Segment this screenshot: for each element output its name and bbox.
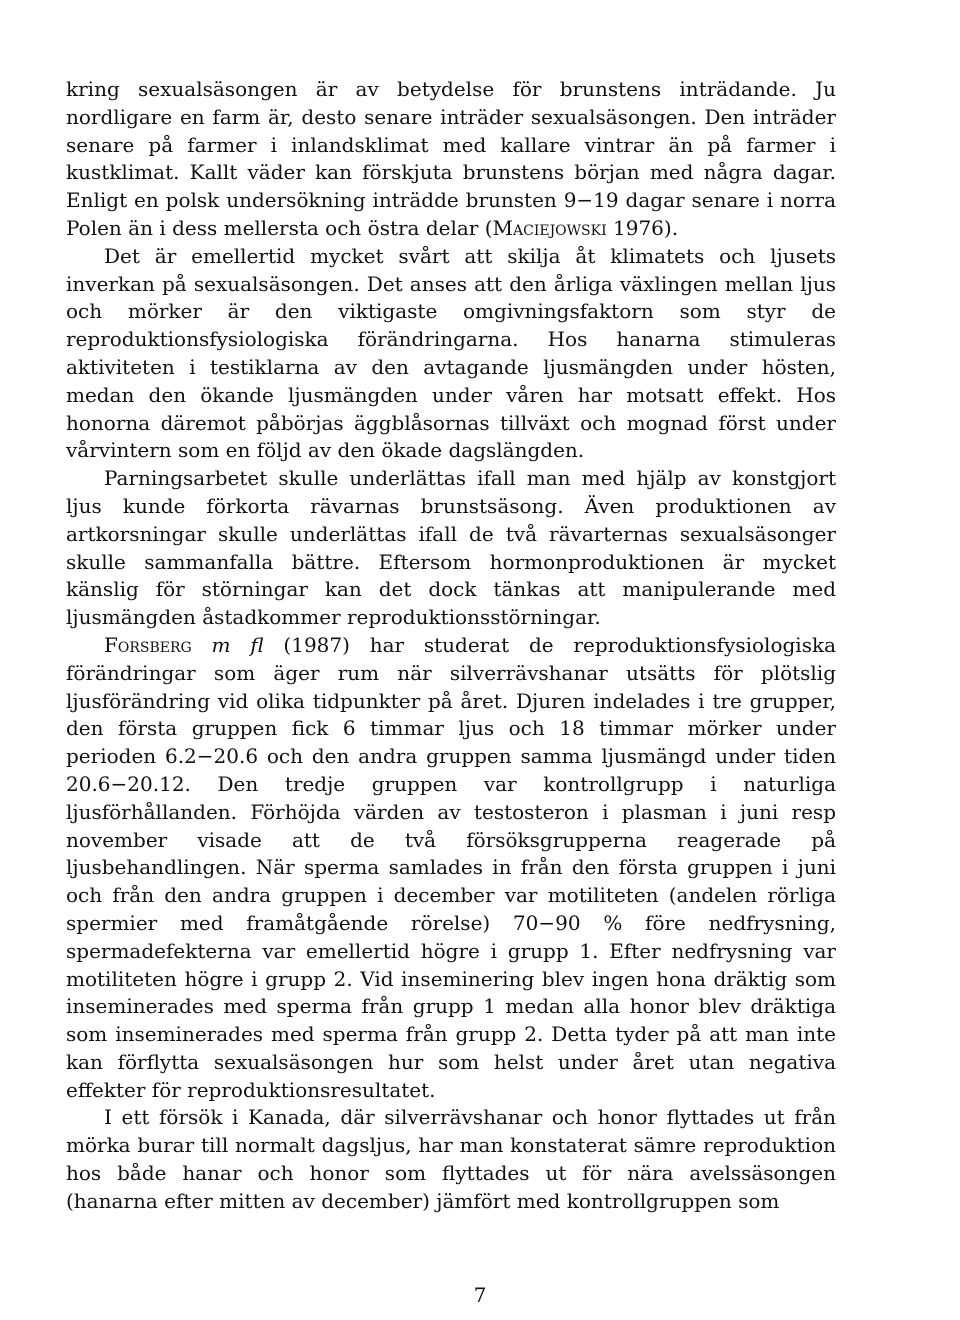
paragraph [66,1104,836,1215]
page-number: 7 [473,1283,487,1307]
paragraph [66,76,836,243]
text-segment: (1987) har studerat de reproduktionsfysiologiska förändringar som äger rum när silverrävshanar utsätts för plötslig ljusförändring vid olika tidpunkter på året. Djuren indelades i tre grupper, den första gruppen fick 6 timmar ljus och 18 timmar mörker under perioden 6.2−20.6 och den andra gruppen samma ljusmängd under tiden 20.6−20.12. Den tredje gruppen var kontrollgrupp i naturliga ljusförhållanden. Förhöjda värden av testosteron i plasman i juni resp november visade att de två försöksgrupperna reagerade på ljusbehandlingen. När sperma samlades in från den första gruppen i juni och från den andra gruppen i december var motiliteten (andelen rörliga spermier med framåtgående rörelse) 70−90 % före nedfrysning, spermadefekterna var emellertid högre i grupp 1. Efter nedfrysning var motiliteten högre i grupp 2. Vid inseminering blev ingen hona dräktig som inseminerades med sperma från grupp 1 medan alla honor blev dräktiga som inseminerades med sperma från grupp 2. Detta tyder på att man inte kan förflytta sexualsäsongen hur som helst under året utan negativa effekter för reproduktionsresultatet. [66,632,836,1102]
italic-text: m fl [211,632,264,657]
paragraph [66,243,836,465]
author-citation: Maciejowski [492,215,607,240]
text-segment: 1976). [606,215,679,240]
text-segment: kring sexualsäsongen är av betydelse för brunstens inträdande. Ju nordligare en farm är, desto senare inträder sexualsäsongen. Den inträder senare på farmer i inlandsklimat med kallare vintrar än på farmer i kustklimat. Kallt väder kan förskjuta brunstens början med några dagar. Enligt en polsk undersökning inträdde brunsten 9−19 dagar senare i norra Polen än i dess mellersta och östra delar ( [66,77,836,240]
author-citation: Forsberg [104,632,192,657]
paragraph [66,632,836,1105]
text-segment: Parningsarbetet skulle underlättas ifall man med hjälp av konstgjort ljus kunde förkorta rävarnas brunstsäsong. Även produktionen av artkorsningar skulle underlättas ifall de två rävarternas sexualsäsonger skulle sammanfalla bättre. Eftersom hormonproduktionen är mycket känslig för störningar kan det dock tänkas att manipulerande med ljusmängden åstadkommer reproduktionsstörningar. [66,466,836,630]
text-segment: Det är emellertid mycket svårt att skilja åt klimatets och ljusets inverkan på sexualsäsongen. Det anses att den årliga växlingen mellan ljus och mörker är den viktigaste omgivningsfaktorn som styr de reproduktionsfysiologiska förändringarna. Hos hanarna stimuleras aktiviteten i testiklarna av den avtagande ljusmängden under hösten, medan den ökande ljusmängden under våren har motsatt effekt. Hos honorna däremot påbörjas äggblåsornas tillväxt och mognad först under vårvintern som en följd av den ökade dagslängden. [66,243,836,463]
body-text [66,76,836,1216]
paragraph [66,465,836,632]
text-segment: I ett försök i Kanada, där silverrävshanar och honor flyttades ut från mörka burar till normalt dagsljus, har man konstaterat sämre reproduktion hos både hanar och honor som flyttades ut för nära avelssäsongen (hanarna efter mitten av december) jämfört med kontrollgruppen som [66,1105,836,1213]
text-segment [192,633,212,657]
